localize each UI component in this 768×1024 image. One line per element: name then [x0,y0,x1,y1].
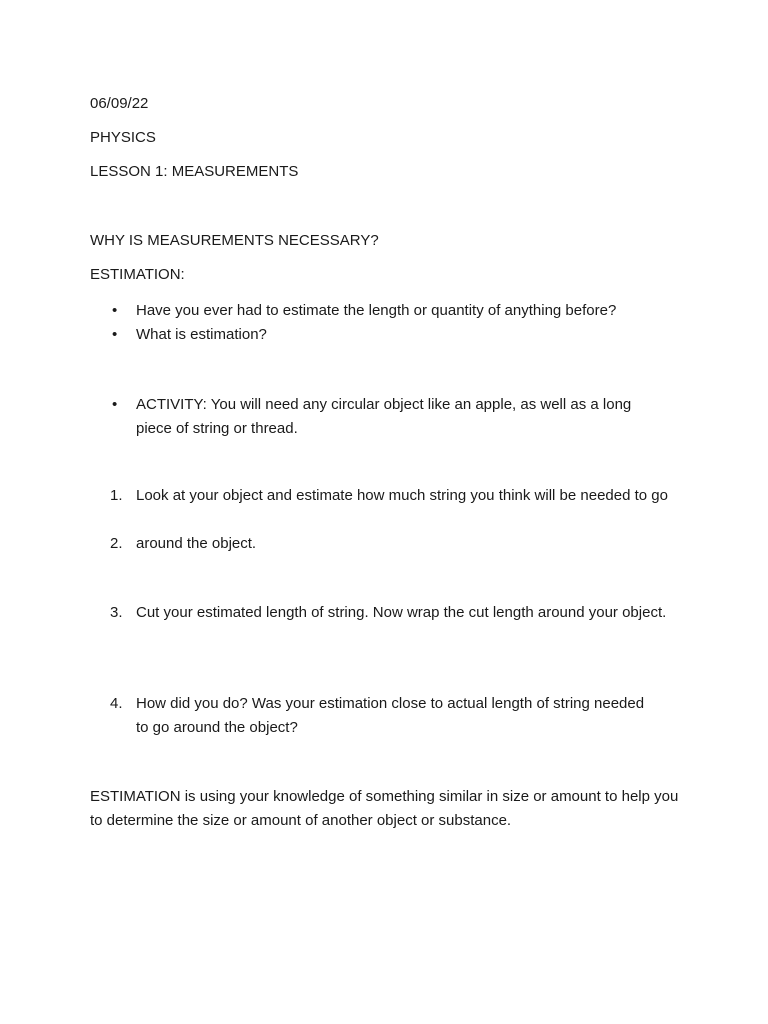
step-text: How did you do? Was your estimation close to actual length of string needed to go around the object? [136,695,645,736]
bullet-marker: • [112,326,118,343]
date-line: 06/09/22 [90,95,149,112]
bullet-item [90,323,690,347]
estimation-label: ESTIMATION: [90,266,185,283]
lesson-title: LESSON 1: MEASUREMENTS [90,163,299,180]
activity-text: ACTIVITY: You will need any circular object like an apple, as well as a long piece of string or thread. [136,396,632,437]
question-heading: WHY IS MEASUREMENTS NECESSARY? [90,232,379,249]
step-text: around the object. [136,535,257,552]
step-number: 1. [110,487,123,504]
step-number: 4. [110,695,123,712]
step-item [90,601,690,649]
bullet-text: Have you ever had to estimate the length or quantity of anything before? [136,302,617,319]
step-item [90,532,690,556]
step-item [90,692,690,740]
activity-item [90,393,690,441]
subject-line: PHYSICS [90,129,156,146]
step-text: Look at your object and estimate how much string you think will be needed to go [136,487,668,504]
bullet-item [90,299,690,323]
bullet-text: What is estimation? [136,326,267,343]
estimation-definition: ESTIMATION is using your knowledge of something similar in size or amount to help you to determine the size or amount of another object or substance. [90,788,679,829]
bullet-marker: • [112,396,118,413]
step-text: Cut your estimated length of string. Now wrap the cut length around your object. [136,604,667,621]
step-number: 2. [110,535,123,552]
bullet-marker: • [112,302,118,319]
step-number: 3. [110,604,123,621]
step-item [90,484,690,532]
